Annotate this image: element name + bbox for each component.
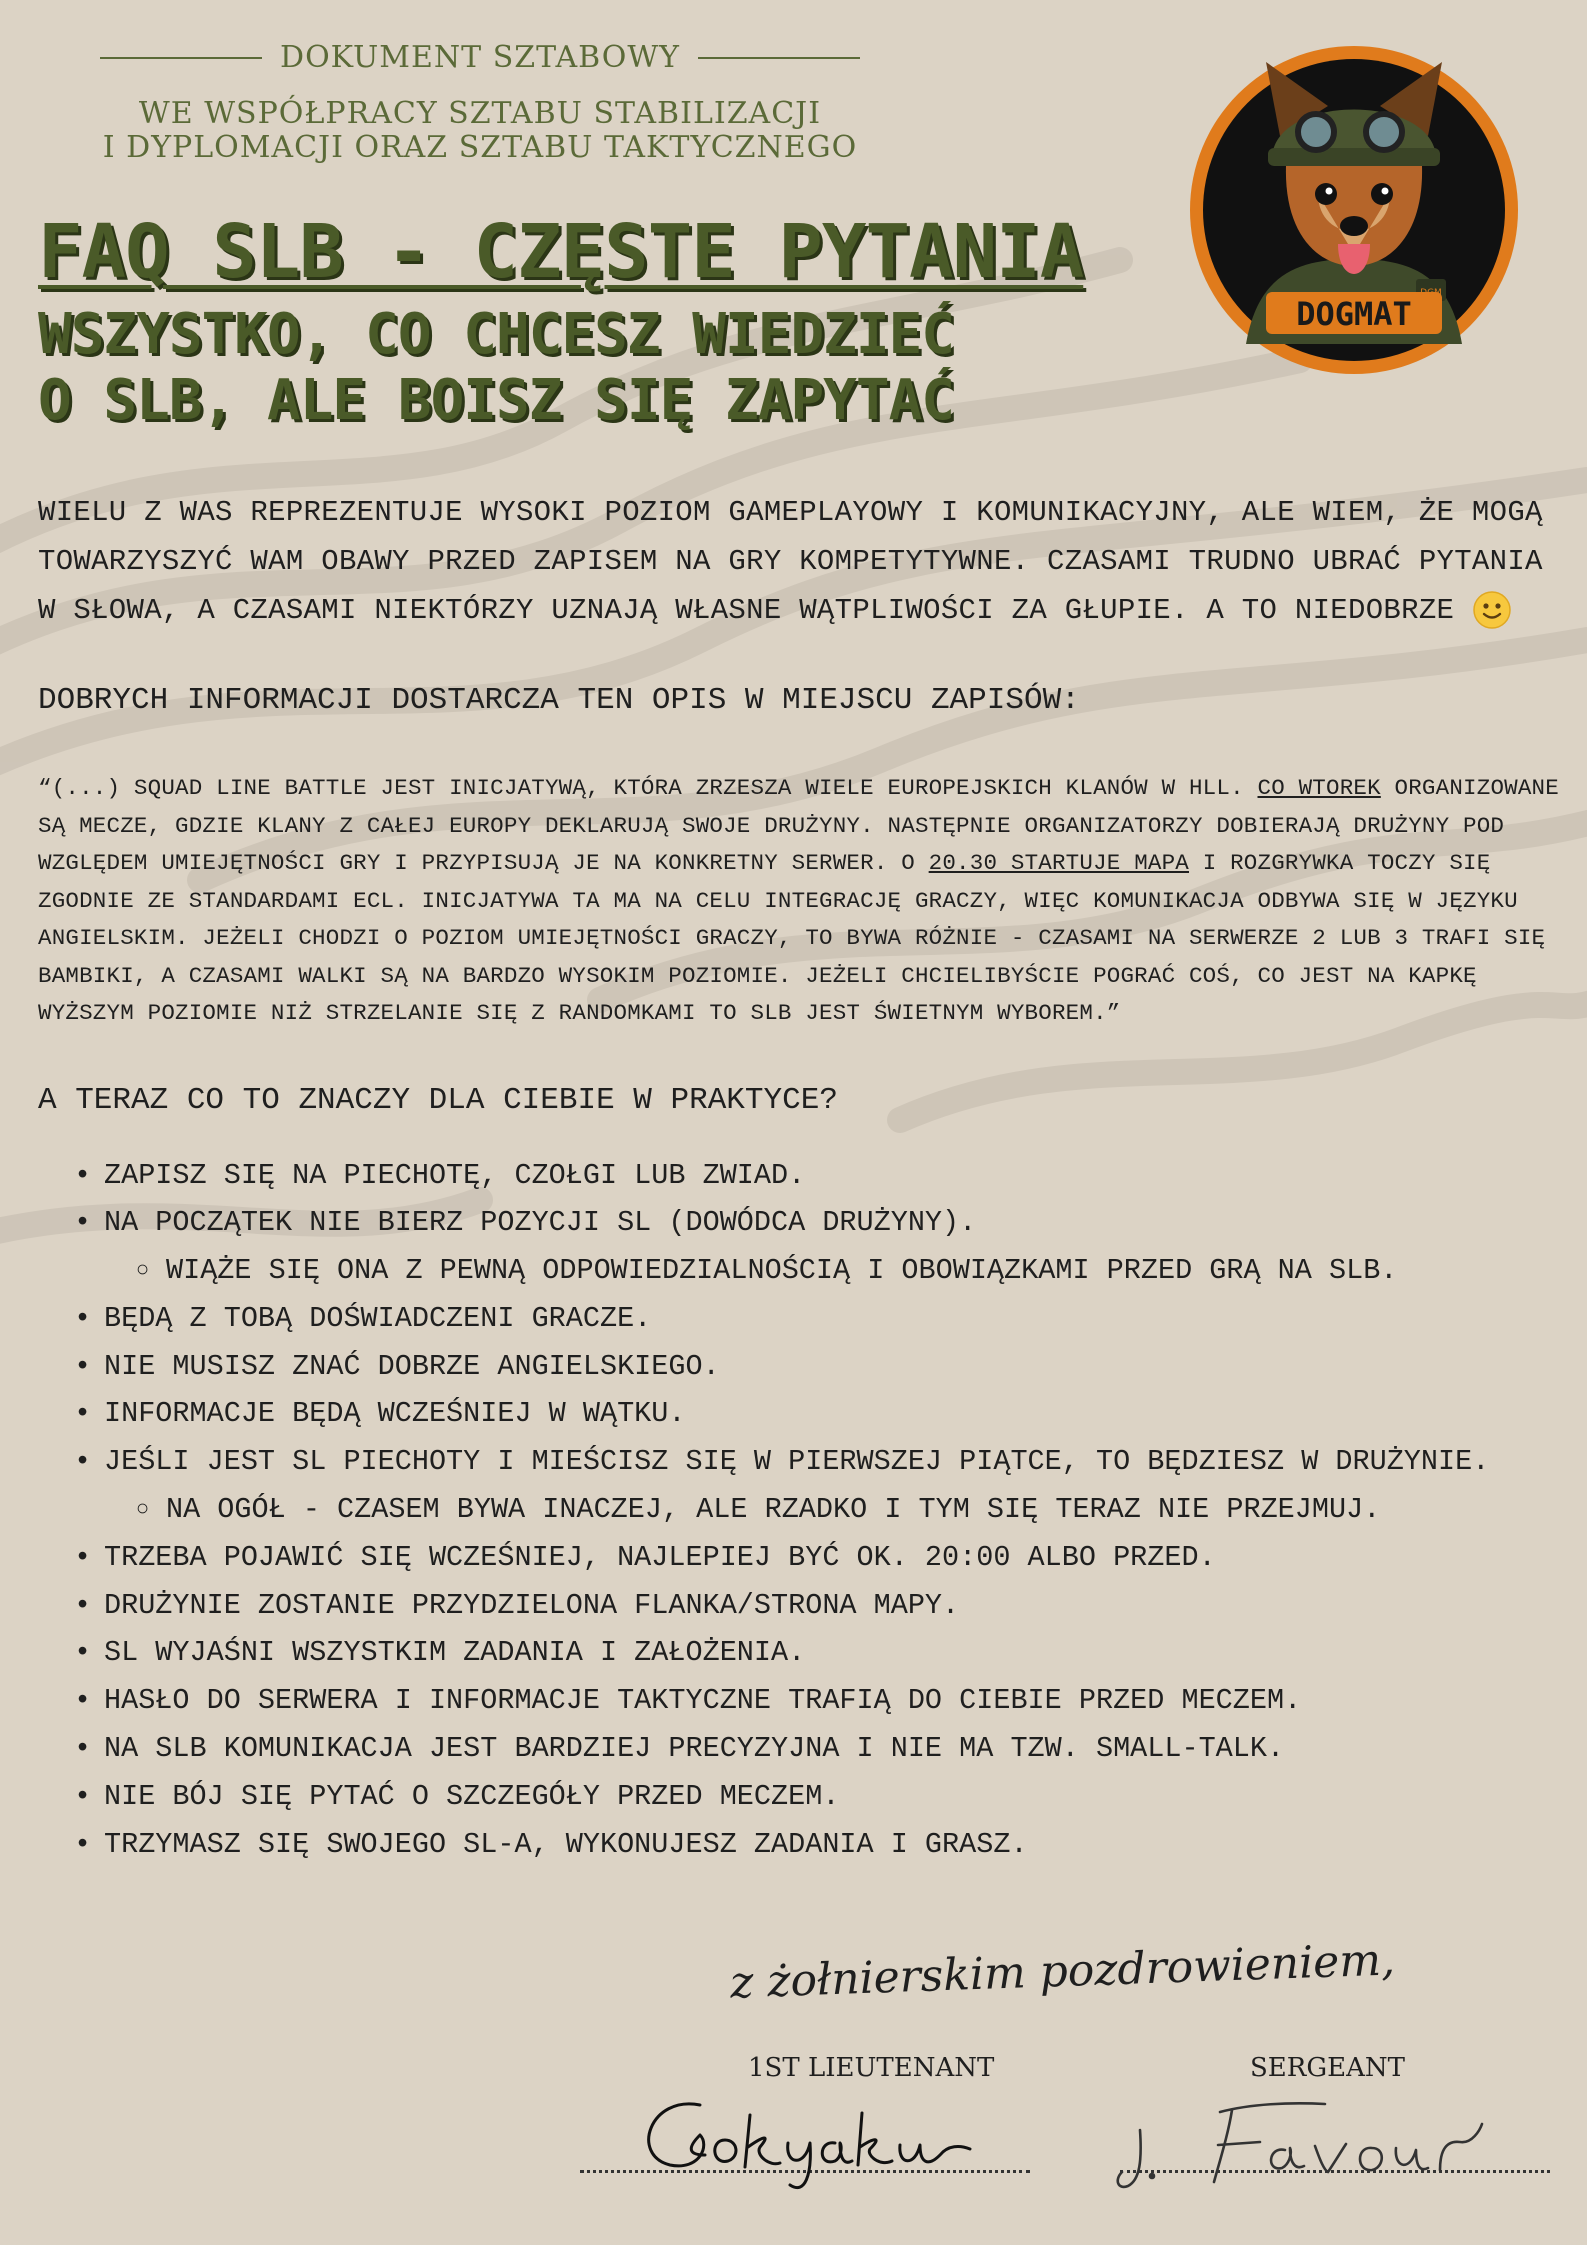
- page-title: FAQ SLB - CZĘSTE PYTANIA: [38, 209, 1084, 295]
- list-item: • NIE MUSISZ ZNAĆ DOBRZE ANGIELSKIEGO.: [38, 1343, 1568, 1391]
- list-item: • ZAPISZ SIĘ NA PIECHOTĘ, CZOŁGI LUB ZWIAD.: [38, 1152, 1568, 1200]
- title-block: [38, 210, 1083, 434]
- list-item: • NA SLB KOMUNIKACJA JEST BARDZIEJ PRECYZYJNA I NIE MA TZW. SMALL-TALK.: [38, 1725, 1568, 1773]
- logo-text: DOGMAT: [1296, 295, 1412, 333]
- list-item: • NIE BÓJ SIĘ PYTAĆ O SZCZEGÓŁY PRZED MECZEM.: [38, 1773, 1568, 1821]
- page-subtitle: [38, 302, 1083, 434]
- rank-lieutenant: 1ST LIEUTENANT: [748, 2053, 995, 2083]
- rank-sergeant: SERGEANT: [1250, 2053, 1405, 2083]
- document-body: [38, 488, 1568, 1868]
- info-heading: DOBRYCH INFORMACJI DOSTARCZA TEN OPIS W MIEJSCU ZAPISÓW:: [38, 683, 1080, 718]
- list-item: • NA POCZĄTEK NIE BIERZ POZYCJI SL (DOWÓDCA DRUŻYNY).: [38, 1199, 1568, 1247]
- subtitle-line-2: O SLB, ALE BOISZ SIĘ ZAPYTAĆ: [38, 368, 955, 433]
- intro-text: WIELU Z WAS REPREZENTUJE WYSOKI POZIOM GAMEPLAYOWY I KOMUNIKACYJNY, ALE WIEM, ŻE MOGĄ TOWARZYSZYĆ WAM OBAWY PRZED ZAPISEM NA GRY KOMPETYTYWNE. CZASAMI TRUDNO UBRAĆ PYTANIA W SŁOWA, A CZASAMI NIEKTÓRZY UZNAJĄ WŁASNE WĄTPLIWOŚCI ZA GŁUPIE. A TO NIEDOBRZE: [38, 496, 1543, 627]
- logo-badge: DGM: [1420, 288, 1442, 298]
- list-subitem: ○ NA OGÓŁ - CZASEM BYWA INACZEJ, ALE RZADKO I TYM SIĘ TERAZ NIE PRZEJMUJ.: [38, 1486, 1568, 1534]
- list-subitem: ○ WIĄŻE SIĘ ONA Z PEWNĄ ODPOWIEDZIALNOŚCIĄ I OBOWIĄZKAMI PRZED GRĄ NA SLB.: [38, 1247, 1568, 1295]
- list-item: • TRZEBA POJAWIĆ SIĘ WCZEŚNIEJ, NAJLEPIEJ BYĆ OK. 20:00 ALBO PRZED.: [38, 1534, 1568, 1582]
- signature-lieutenant: [630, 2085, 1010, 2195]
- quote-part-2: ORGANIZOWANE SĄ MECZE, GDZIE KLANY Z CAŁEJ EUROPY DEKLARUJĄ SWOJE DRUŻYNY. NASTĘPNIE ORGANIZATORZY DOBIERAJĄ DRUŻYNY POD WZGLĘDEM UMIEJĘTNOŚCI GRY I PRZYPISUJĄ JE NA KONKRETNY SERWER. O: [38, 775, 1559, 876]
- cooperation-note: [100, 97, 860, 165]
- doc-label: DOKUMENT SZTABOWY: [280, 40, 680, 75]
- divider: [100, 57, 262, 59]
- list-item: • DRUŻYNIE ZOSTANIE PRZYDZIELONA FLANKA/STRONA MAPY.: [38, 1582, 1568, 1630]
- slightly-smiling-face-icon: [1472, 590, 1512, 630]
- list-item: • BĘDĄ Z TOBĄ DOŚWIADCZENI GRACZE.: [38, 1295, 1568, 1343]
- practice-heading: A TERAZ CO TO ZNACZY DLA CIEBIE W PRAKTYCE?: [38, 1082, 838, 1118]
- quote-highlight-tuesday: CO WTOREK: [1257, 775, 1381, 801]
- header: [100, 40, 860, 165]
- closing-greeting: z żołnierskim pozdrowieniem,: [729, 1934, 1396, 2009]
- list-item: • SL WYJAŚNI WSZYSTKIM ZADANIA I ZAŁOŻENIA.: [38, 1629, 1568, 1677]
- faq-list: [38, 1152, 1568, 1869]
- doc-label-row: [100, 40, 860, 75]
- cooperation-line-2: I DYPLOMACJI ORAZ SZTABU TAKTYCZNEGO: [102, 130, 858, 165]
- quote-paragraph: [38, 770, 1568, 1033]
- quote-part-1: “(...) SQUAD LINE BATTLE JEST INICJATYWĄ, KTÓRA ZRZESZA WIELE EUROPEJSKICH KLANÓW W HLL.: [38, 775, 1258, 801]
- cooperation-line-1: WE WSPÓŁPRACY SZTABU STABILIZACJI: [138, 96, 822, 131]
- quote-highlight-start-time: 20.30 STARTUJE MAPA: [928, 850, 1189, 876]
- list-item: • HASŁO DO SERWERA I INFORMACJE TAKTYCZNE TRAFIĄ DO CIEBIE PRZED MECZEM.: [38, 1677, 1568, 1725]
- list-item: • TRZYMASZ SIĘ SWOJEGO SL-A, WYKONUJESZ ZADANIA I GRASZ.: [38, 1821, 1568, 1869]
- intro-paragraph: [38, 488, 1568, 635]
- signature-sergeant: [1110, 2090, 1500, 2200]
- divider: [698, 57, 860, 59]
- list-item: • JEŚLI JEST SL PIECHOTY I MIEŚCISZ SIĘ W PIERWSZEJ PIĄTCE, TO BĘDZIESZ W DRUŻYNIE.: [38, 1438, 1568, 1486]
- quote-part-3: I ROZGRYWKA TOCZY SIĘ ZGODNIE ZE STANDARDAMI ECL. INICJATYWA TA MA NA CELU INTEGRACJĘ GRACZY, WIĘC KOMUNIKACJA ODBYWA SIĘ W JĘZYKU ANGIELSKIM. JEŻELI CHODZI O POZIOM UMIEJĘTNOŚCI GRACZY, TO BYWA RÓŻNIE - CZASAMI NA SERWERZE 2 LUB 3 TRAFI SIĘ BAMBIKI, A CZASAMI WALKI SĄ NA BARDZO WYSOKIM POZIOMIE. JEŻELI CHCIELIBYŚCIE POGRAĆ COŚ, CO JEST NA KAPKĘ WYŻSZYM POZIOMIE NIŻ STRZELANIE SIĘ Z RANDOMKAMI TO SLB JEST ŚWIETNYM WYBOREM.”: [38, 850, 1546, 1026]
- subtitle-line-1: WSZYSTKO, CO CHCESZ WIEDZIEĆ: [38, 302, 955, 367]
- dog-soldier-icon: [1188, 44, 1520, 376]
- list-item: • INFORMACJE BĘDĄ WCZEŚNIEJ W WĄTKU.: [38, 1390, 1568, 1438]
